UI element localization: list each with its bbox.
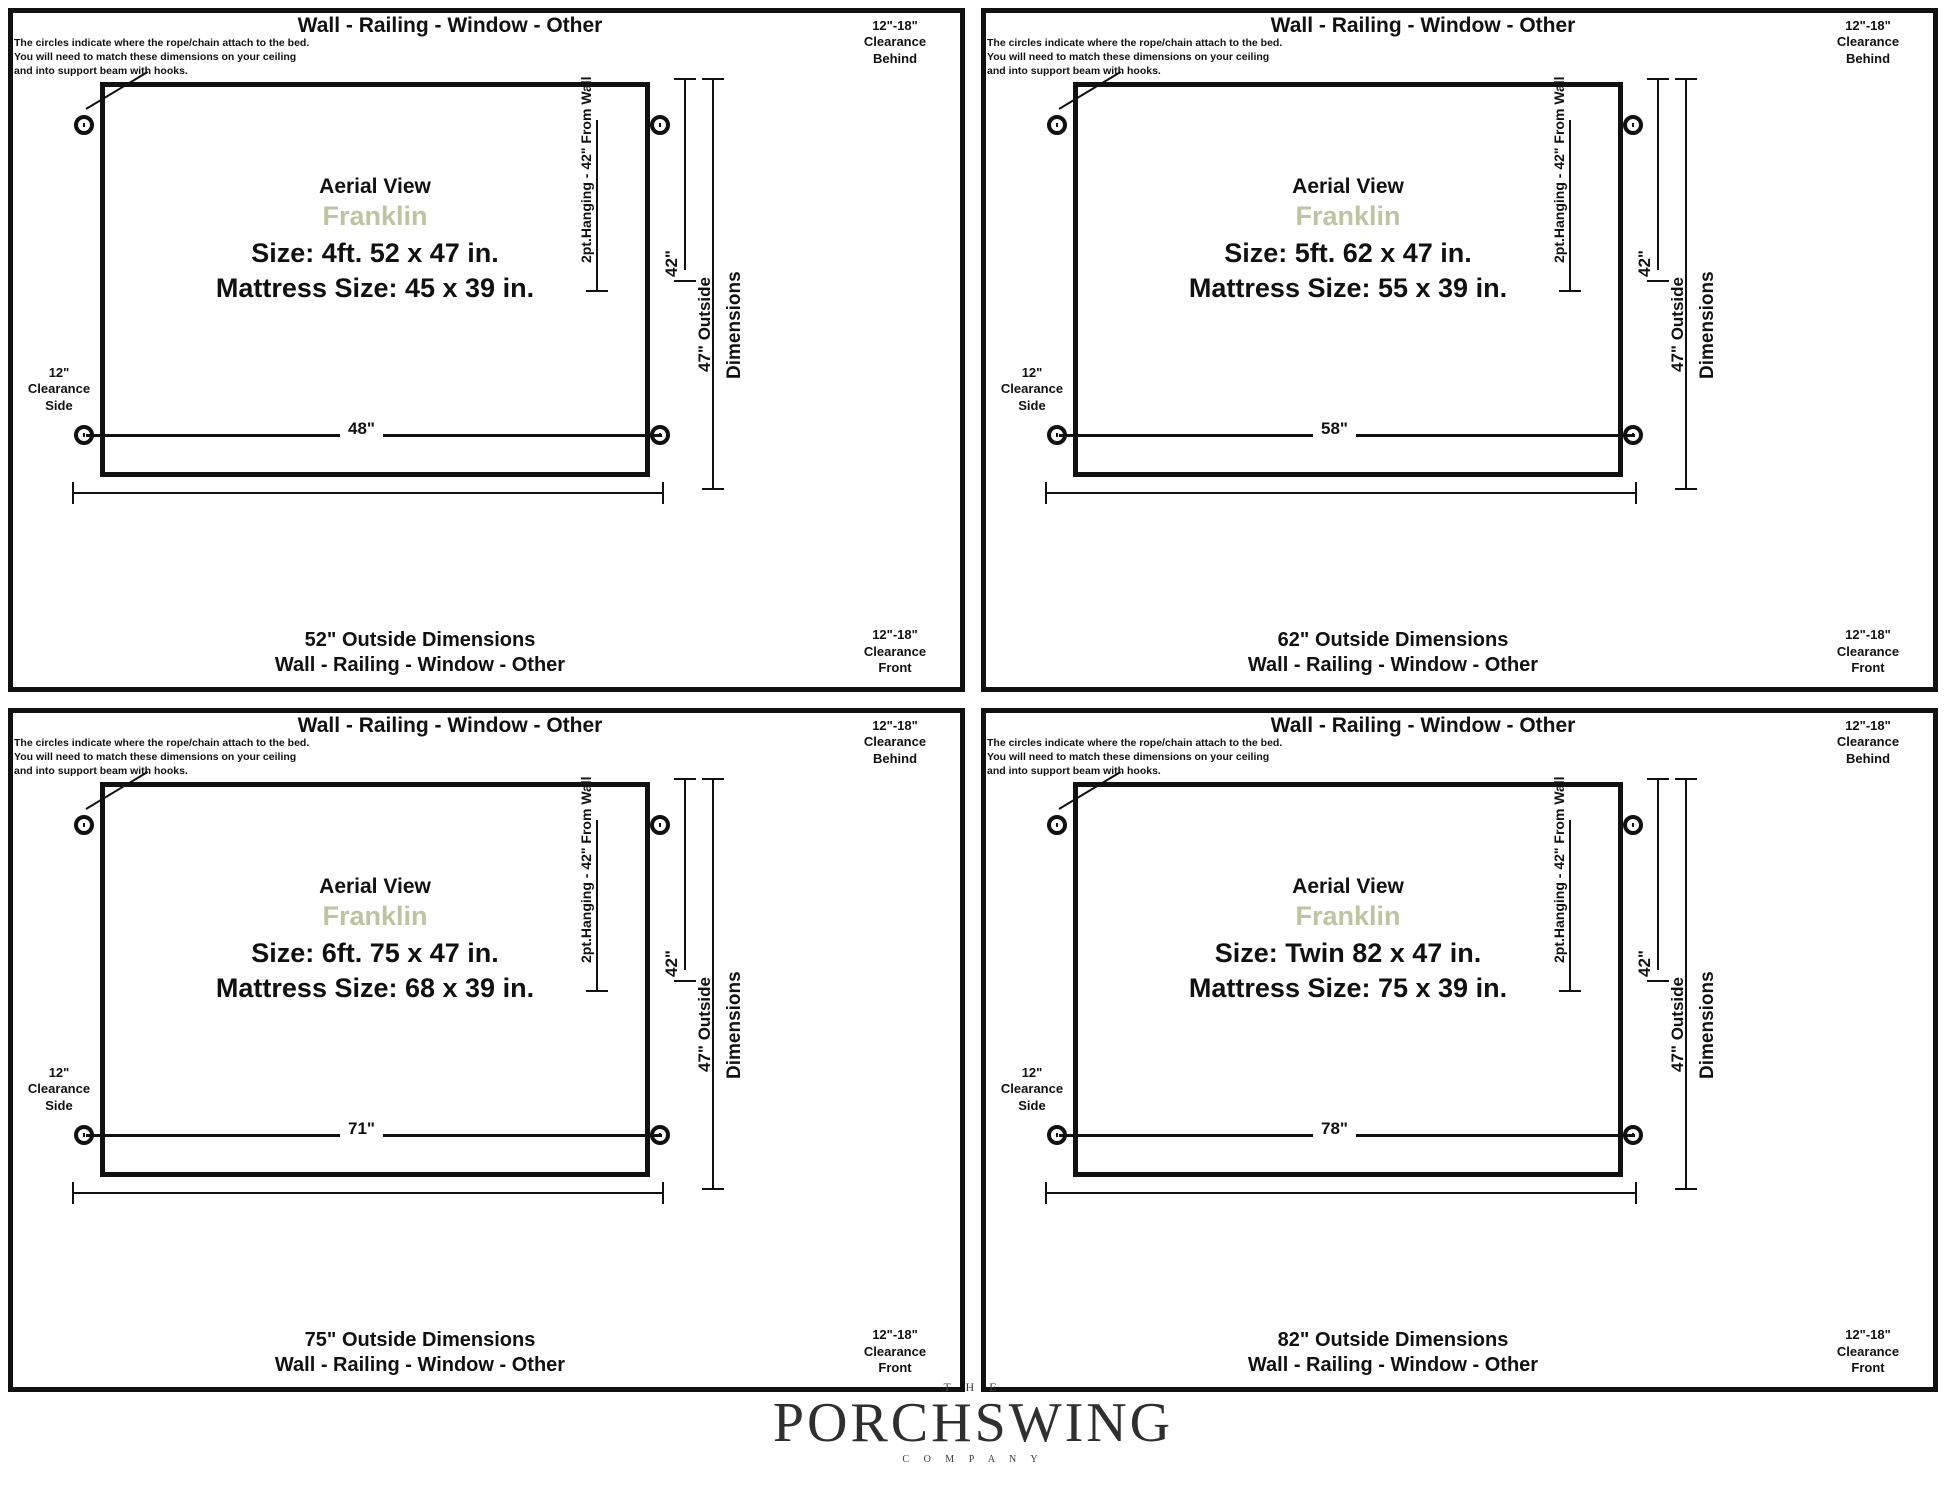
clearance-front-line3: Front bbox=[878, 659, 912, 675]
mattress-line: Mattress Size: 68 x 39 in. bbox=[215, 973, 535, 1004]
top-title: Wall - Railing - Window - Other bbox=[1270, 14, 1576, 37]
depth-42-label: 42" bbox=[662, 950, 681, 977]
bottom-title: Wall - Railing - Window - Other bbox=[1247, 654, 1539, 676]
mattress-line: Mattress Size: 45 x 39 in. bbox=[215, 273, 535, 304]
clearance-behind bbox=[1808, 718, 1928, 767]
clearance-behind-line1: 12"-18" bbox=[1845, 718, 1891, 733]
logo-company: C O M P A N Y bbox=[902, 1454, 1044, 1465]
clearance-side-line1: 12" bbox=[48, 1065, 70, 1080]
bottom-title: Wall - Railing - Window - Other bbox=[274, 1354, 566, 1376]
clearance-front bbox=[1808, 627, 1928, 676]
depth-42-label: 42" bbox=[1635, 250, 1654, 277]
clearance-behind-line2: Clearance bbox=[1836, 734, 1900, 750]
panel-franklin-6ft bbox=[0, 700, 973, 1400]
clearance-front-line3: Front bbox=[1851, 1359, 1885, 1375]
clearance-side-line2: Clearance bbox=[1000, 381, 1064, 397]
brand-logo bbox=[0, 1380, 1946, 1465]
depth-42-tick-bottom bbox=[1647, 280, 1669, 282]
outside-dim-line bbox=[72, 1192, 664, 1194]
depth-47-label: 47" Outside bbox=[695, 977, 714, 1073]
rope-attach-ring-top-right bbox=[650, 115, 670, 135]
rope-attach-ring-top-right bbox=[650, 815, 670, 835]
depth-42-line bbox=[684, 78, 686, 270]
clearance-side-line3: Side bbox=[1018, 397, 1046, 413]
hanging-dim-tick bbox=[1559, 990, 1581, 992]
clearance-behind-line3: Behind bbox=[872, 750, 918, 766]
size-line: Size: 4ft. 52 x 47 in. bbox=[251, 238, 499, 268]
hanging-note: The circles indicate where the rope/chain attach to the bed. You will need to match these dimensions on your ceiling and into support beam with hooks. bbox=[987, 37, 1283, 78]
clearance-front-line2: Clearance bbox=[863, 643, 927, 659]
depth-42-line bbox=[1657, 778, 1659, 970]
panel-center-text bbox=[100, 875, 650, 1006]
outside-dim-tick-left bbox=[1045, 482, 1047, 504]
clearance-front-line2: Clearance bbox=[863, 1343, 927, 1359]
model-name: Franklin bbox=[322, 901, 428, 931]
clearance-front-line1: 12"-18" bbox=[872, 627, 918, 643]
depth-47-tick-bottom bbox=[1675, 1188, 1697, 1190]
bottom-dimension-block bbox=[60, 1328, 780, 1378]
clearance-behind-line3: Behind bbox=[872, 50, 918, 66]
clearance-front bbox=[835, 1327, 955, 1376]
bottom-dimension-block bbox=[60, 628, 780, 678]
hanging-dim-line bbox=[596, 120, 598, 290]
clearance-side-line2: Clearance bbox=[27, 1081, 91, 1097]
depth-42-tick-top bbox=[674, 778, 696, 780]
hanging-note: The circles indicate where the rope/chain attach to the bed. You will need to match these dimensions on your ceiling and into support beam with hooks. bbox=[14, 737, 310, 778]
rope-attach-ring-top-left bbox=[74, 115, 94, 135]
size-line: Size: Twin 82 x 47 in. bbox=[1214, 938, 1482, 968]
clearance-side-line1: 12" bbox=[48, 365, 70, 380]
bottom-outside-dim: 82" Outside Dimensions bbox=[1277, 1329, 1509, 1351]
clearance-side bbox=[989, 1065, 1075, 1114]
size-line: Size: 6ft. 75 x 47 in. bbox=[251, 938, 499, 968]
clearance-behind-line3: Behind bbox=[1845, 750, 1891, 766]
depth-42-tick-top bbox=[674, 78, 696, 80]
depth-42-tick-bottom bbox=[674, 280, 696, 282]
clearance-side bbox=[16, 365, 102, 414]
hanging-dim-line bbox=[1569, 120, 1571, 290]
depth-47-label: 47" Outside bbox=[1668, 277, 1687, 373]
clearance-side-line2: Clearance bbox=[27, 381, 91, 397]
mattress-line: Mattress Size: 75 x 39 in. bbox=[1188, 973, 1508, 1004]
clearance-front bbox=[835, 627, 955, 676]
panel-center-text bbox=[100, 175, 650, 306]
outside-dim-tick-left bbox=[72, 1182, 74, 1204]
clearance-front-line1: 12"-18" bbox=[1845, 1327, 1891, 1343]
rope-attach-ring-top-left bbox=[74, 815, 94, 835]
depth-42-tick-top bbox=[1647, 778, 1669, 780]
hanging-distance-label: 2pt.Hanging - 42" From Wall bbox=[578, 776, 594, 964]
clearance-side-line1: 12" bbox=[1021, 365, 1043, 380]
clearance-behind-line2: Clearance bbox=[863, 734, 927, 750]
aerial-view-label: Aerial View bbox=[1292, 875, 1404, 898]
depth-dimensions-label: Dimensions bbox=[1697, 271, 1718, 379]
panel-franklin-5ft bbox=[973, 0, 1946, 700]
depth-47-tick-bottom bbox=[702, 1188, 724, 1190]
clearance-side-line3: Side bbox=[1018, 1097, 1046, 1113]
panel-center-text bbox=[1073, 875, 1623, 1006]
depth-47-tick-top bbox=[702, 778, 724, 780]
inner-width-label: 71" bbox=[340, 1119, 383, 1139]
depth-47-label: 47" Outside bbox=[1668, 977, 1687, 1073]
aerial-view-label: Aerial View bbox=[319, 875, 431, 898]
clearance-behind bbox=[835, 18, 955, 67]
clearance-side-line3: Side bbox=[45, 1097, 73, 1113]
clearance-front-line2: Clearance bbox=[1836, 1343, 1900, 1359]
aerial-view-label: Aerial View bbox=[319, 175, 431, 198]
outside-dim-tick-right bbox=[1635, 1182, 1637, 1204]
logo-the: T H E bbox=[943, 1380, 1003, 1394]
clearance-side-line1: 12" bbox=[1021, 1065, 1043, 1080]
bottom-dimension-block bbox=[1033, 1328, 1753, 1378]
hanging-dim-line bbox=[1569, 820, 1571, 990]
bottom-title: Wall - Railing - Window - Other bbox=[274, 654, 566, 676]
depth-47-tick-bottom bbox=[1675, 488, 1697, 490]
panel-center-text bbox=[1073, 175, 1623, 306]
model-name: Franklin bbox=[1295, 901, 1401, 931]
clearance-front-line3: Front bbox=[1851, 659, 1885, 675]
depth-47-tick-bottom bbox=[702, 488, 724, 490]
outside-dim-line bbox=[1045, 1192, 1637, 1194]
clearance-behind bbox=[1808, 18, 1928, 67]
bottom-dimension-block bbox=[1033, 628, 1753, 678]
aerial-view-label: Aerial View bbox=[1292, 175, 1404, 198]
depth-42-tick-bottom bbox=[674, 980, 696, 982]
clearance-side-line3: Side bbox=[45, 397, 73, 413]
top-title: Wall - Railing - Window - Other bbox=[1270, 714, 1576, 737]
bottom-outside-dim: 52" Outside Dimensions bbox=[304, 629, 536, 651]
outside-dim-tick-right bbox=[1635, 482, 1637, 504]
clearance-front-line1: 12"-18" bbox=[1845, 627, 1891, 643]
depth-42-line bbox=[1657, 78, 1659, 270]
clearance-behind-line3: Behind bbox=[1845, 50, 1891, 66]
depth-dimensions-label: Dimensions bbox=[724, 271, 745, 379]
inner-width-label: 58" bbox=[1313, 419, 1356, 439]
clearance-side bbox=[16, 1065, 102, 1114]
clearance-behind-line2: Clearance bbox=[863, 34, 927, 50]
depth-dimensions-label: Dimensions bbox=[724, 971, 745, 1079]
depth-42-label: 42" bbox=[1635, 950, 1654, 977]
bottom-outside-dim: 62" Outside Dimensions bbox=[1277, 629, 1509, 651]
hanging-dim-tick bbox=[1559, 290, 1581, 292]
outside-dim-tick-right bbox=[662, 482, 664, 504]
hanging-note: The circles indicate where the rope/chain attach to the bed. You will need to match these dimensions on your ceiling and into support beam with hooks. bbox=[987, 737, 1283, 778]
clearance-behind-line1: 12"-18" bbox=[872, 18, 918, 33]
inner-width-label: 48" bbox=[340, 419, 383, 439]
depth-47-tick-top bbox=[1675, 778, 1697, 780]
clearance-behind bbox=[835, 718, 955, 767]
hanging-dim-line bbox=[596, 820, 598, 990]
depth-42-tick-bottom bbox=[1647, 980, 1669, 982]
rope-attach-ring-top-left bbox=[1047, 115, 1067, 135]
depth-dimensions-label: Dimensions bbox=[1697, 971, 1718, 1079]
top-title: Wall - Railing - Window - Other bbox=[297, 714, 603, 737]
hanging-distance-label: 2pt.Hanging - 42" From Wall bbox=[1551, 76, 1567, 264]
logo-wordmark: PORCHSWING bbox=[772, 1392, 1174, 1454]
outside-dim-tick-left bbox=[72, 482, 74, 504]
clearance-front-line1: 12"-18" bbox=[872, 1327, 918, 1343]
model-name: Franklin bbox=[322, 201, 428, 231]
panel-franklin-twin bbox=[973, 700, 1946, 1400]
clearance-front-line2: Clearance bbox=[1836, 643, 1900, 659]
hanging-dim-tick bbox=[586, 290, 608, 292]
depth-42-line bbox=[684, 778, 686, 970]
depth-47-tick-top bbox=[702, 78, 724, 80]
model-name: Franklin bbox=[1295, 201, 1401, 231]
top-title: Wall - Railing - Window - Other bbox=[297, 14, 603, 37]
depth-47-tick-top bbox=[1675, 78, 1697, 80]
panel-franklin-4ft bbox=[0, 0, 973, 700]
clearance-behind-line2: Clearance bbox=[1836, 34, 1900, 50]
clearance-behind-line1: 12"-18" bbox=[1845, 18, 1891, 33]
hanging-dim-tick bbox=[586, 990, 608, 992]
hanging-distance-label: 2pt.Hanging - 42" From Wall bbox=[578, 76, 594, 264]
size-line: Size: 5ft. 62 x 47 in. bbox=[1224, 238, 1472, 268]
bottom-outside-dim: 75" Outside Dimensions bbox=[304, 1329, 536, 1351]
outside-dim-line bbox=[72, 492, 664, 494]
clearance-behind-line1: 12"-18" bbox=[872, 718, 918, 733]
clearance-front bbox=[1808, 1327, 1928, 1376]
depth-47-label: 47" Outside bbox=[695, 277, 714, 373]
depth-42-tick-top bbox=[1647, 78, 1669, 80]
clearance-side bbox=[989, 365, 1075, 414]
rope-attach-ring-top-right bbox=[1623, 115, 1643, 135]
clearance-side-line2: Clearance bbox=[1000, 1081, 1064, 1097]
bottom-title: Wall - Railing - Window - Other bbox=[1247, 1354, 1539, 1376]
rope-attach-ring-top-left bbox=[1047, 815, 1067, 835]
mattress-line: Mattress Size: 55 x 39 in. bbox=[1188, 273, 1508, 304]
hanging-note: The circles indicate where the rope/chain attach to the bed. You will need to match these dimensions on your ceiling and into support beam with hooks. bbox=[14, 37, 310, 78]
rope-attach-ring-top-right bbox=[1623, 815, 1643, 835]
outside-dim-tick-right bbox=[662, 1182, 664, 1204]
outside-dim-line bbox=[1045, 492, 1637, 494]
hanging-distance-label: 2pt.Hanging - 42" From Wall bbox=[1551, 776, 1567, 964]
clearance-front-line3: Front bbox=[878, 1359, 912, 1375]
outside-dim-tick-left bbox=[1045, 1182, 1047, 1204]
depth-42-label: 42" bbox=[662, 250, 681, 277]
inner-width-label: 78" bbox=[1313, 1119, 1356, 1139]
